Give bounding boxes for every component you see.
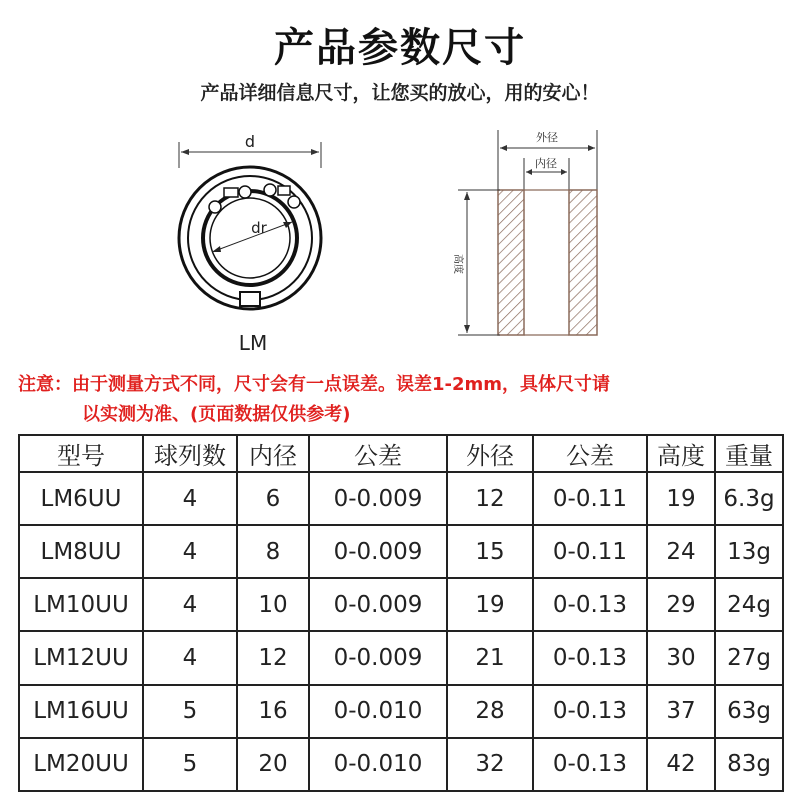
page-title: 产品参数尺寸 bbox=[274, 25, 526, 71]
cell-inner-tolerance: 0-0.009 bbox=[309, 631, 447, 684]
cell-outer-diameter: 28 bbox=[447, 685, 533, 738]
cell-ball-rows: 4 bbox=[143, 631, 237, 684]
cell-outer-tolerance: 0-0.13 bbox=[533, 631, 647, 684]
cell-inner-diameter: 8 bbox=[237, 525, 309, 578]
cell-ball-rows: 4 bbox=[143, 578, 237, 631]
cell-weight: 24g bbox=[715, 578, 783, 631]
model-label: LM bbox=[238, 331, 268, 355]
cell-weight: 13g bbox=[715, 525, 783, 578]
page-subtitle: 产品详细信息尺寸，让您买的放心，用的安心！ bbox=[200, 82, 600, 104]
cell-height: 19 bbox=[647, 472, 715, 525]
table-row bbox=[19, 578, 783, 631]
header-outer-diameter: 外径 bbox=[447, 435, 533, 472]
cell-inner-diameter: 10 bbox=[237, 578, 309, 631]
cell-outer-diameter: 32 bbox=[447, 738, 533, 791]
cell-height: 42 bbox=[647, 738, 715, 791]
cell-height: 29 bbox=[647, 578, 715, 631]
cell-weight: 83g bbox=[715, 738, 783, 791]
outer-diameter-label: 外径 bbox=[536, 131, 558, 144]
inner-diameter-text: 内径 bbox=[535, 157, 557, 170]
cell-inner-tolerance: 0-0.009 bbox=[309, 472, 447, 525]
table-header-row bbox=[19, 435, 783, 472]
bearing-diagram bbox=[0, 120, 800, 360]
cell-ball-rows: 4 bbox=[143, 525, 237, 578]
header-weight: 重量 bbox=[715, 435, 783, 472]
cell-model: LM10UU bbox=[19, 578, 143, 631]
cell-inner-diameter: 12 bbox=[237, 631, 309, 684]
table-row bbox=[19, 472, 783, 525]
cell-ball-rows: 5 bbox=[143, 738, 237, 791]
header-ball-rows: 球列数 bbox=[143, 435, 237, 472]
cell-inner-diameter: 20 bbox=[237, 738, 309, 791]
table-row bbox=[19, 631, 783, 684]
cell-height: 30 bbox=[647, 631, 715, 684]
cell-weight: 6.3g bbox=[715, 472, 783, 525]
cell-model: LM16UU bbox=[19, 685, 143, 738]
header-inner-tolerance: 公差 bbox=[309, 435, 447, 472]
header-outer-tolerance: 公差 bbox=[533, 435, 647, 472]
cell-outer-tolerance: 0-0.13 bbox=[533, 685, 647, 738]
cell-ball-rows: 5 bbox=[143, 685, 237, 738]
cell-inner-tolerance: 0-0.009 bbox=[309, 578, 447, 631]
cell-model: LM12UU bbox=[19, 631, 143, 684]
spec-table bbox=[18, 434, 784, 792]
cell-outer-diameter: 21 bbox=[447, 631, 533, 684]
diameter-label: d bbox=[244, 132, 256, 151]
cell-outer-tolerance: 0-0.13 bbox=[533, 578, 647, 631]
measurement-notice bbox=[18, 370, 788, 430]
front-view bbox=[179, 132, 321, 355]
cell-outer-tolerance: 0-0.13 bbox=[533, 738, 647, 791]
notice-line-1: 注意：由于测量方式不同，尺寸会有一点误差。误差1-2mm，具体尺寸请 bbox=[18, 374, 611, 395]
cell-inner-diameter: 16 bbox=[237, 685, 309, 738]
cell-inner-tolerance: 0-0.010 bbox=[309, 685, 447, 738]
cell-inner-tolerance: 0-0.010 bbox=[309, 738, 447, 791]
section-view bbox=[452, 130, 597, 335]
cell-outer-diameter: 12 bbox=[447, 472, 533, 525]
cell-outer-tolerance: 0-0.11 bbox=[533, 525, 647, 578]
cell-inner-diameter: 6 bbox=[237, 472, 309, 525]
cell-weight: 27g bbox=[715, 631, 783, 684]
cell-height: 24 bbox=[647, 525, 715, 578]
table-row bbox=[19, 738, 783, 791]
table-row bbox=[19, 685, 783, 738]
height-label: 高度 bbox=[452, 254, 463, 274]
header-height: 高度 bbox=[647, 435, 715, 472]
notice-line-2: 以实测为准、(页面数据仅供参考) bbox=[82, 404, 351, 425]
cell-weight: 63g bbox=[715, 685, 783, 738]
table-row bbox=[19, 525, 783, 578]
cell-model: LM8UU bbox=[19, 525, 143, 578]
cell-height: 37 bbox=[647, 685, 715, 738]
cell-model: LM6UU bbox=[19, 472, 143, 525]
cell-outer-diameter: 19 bbox=[447, 578, 533, 631]
header-model: 型号 bbox=[19, 435, 143, 472]
cell-inner-tolerance: 0-0.009 bbox=[309, 525, 447, 578]
cell-outer-tolerance: 0-0.11 bbox=[533, 472, 647, 525]
cell-model: LM20UU bbox=[19, 738, 143, 791]
header-inner-diameter: 内径 bbox=[237, 435, 309, 472]
cell-ball-rows: 4 bbox=[143, 472, 237, 525]
cell-outer-diameter: 15 bbox=[447, 525, 533, 578]
inner-diameter-label: dr bbox=[251, 219, 267, 237]
